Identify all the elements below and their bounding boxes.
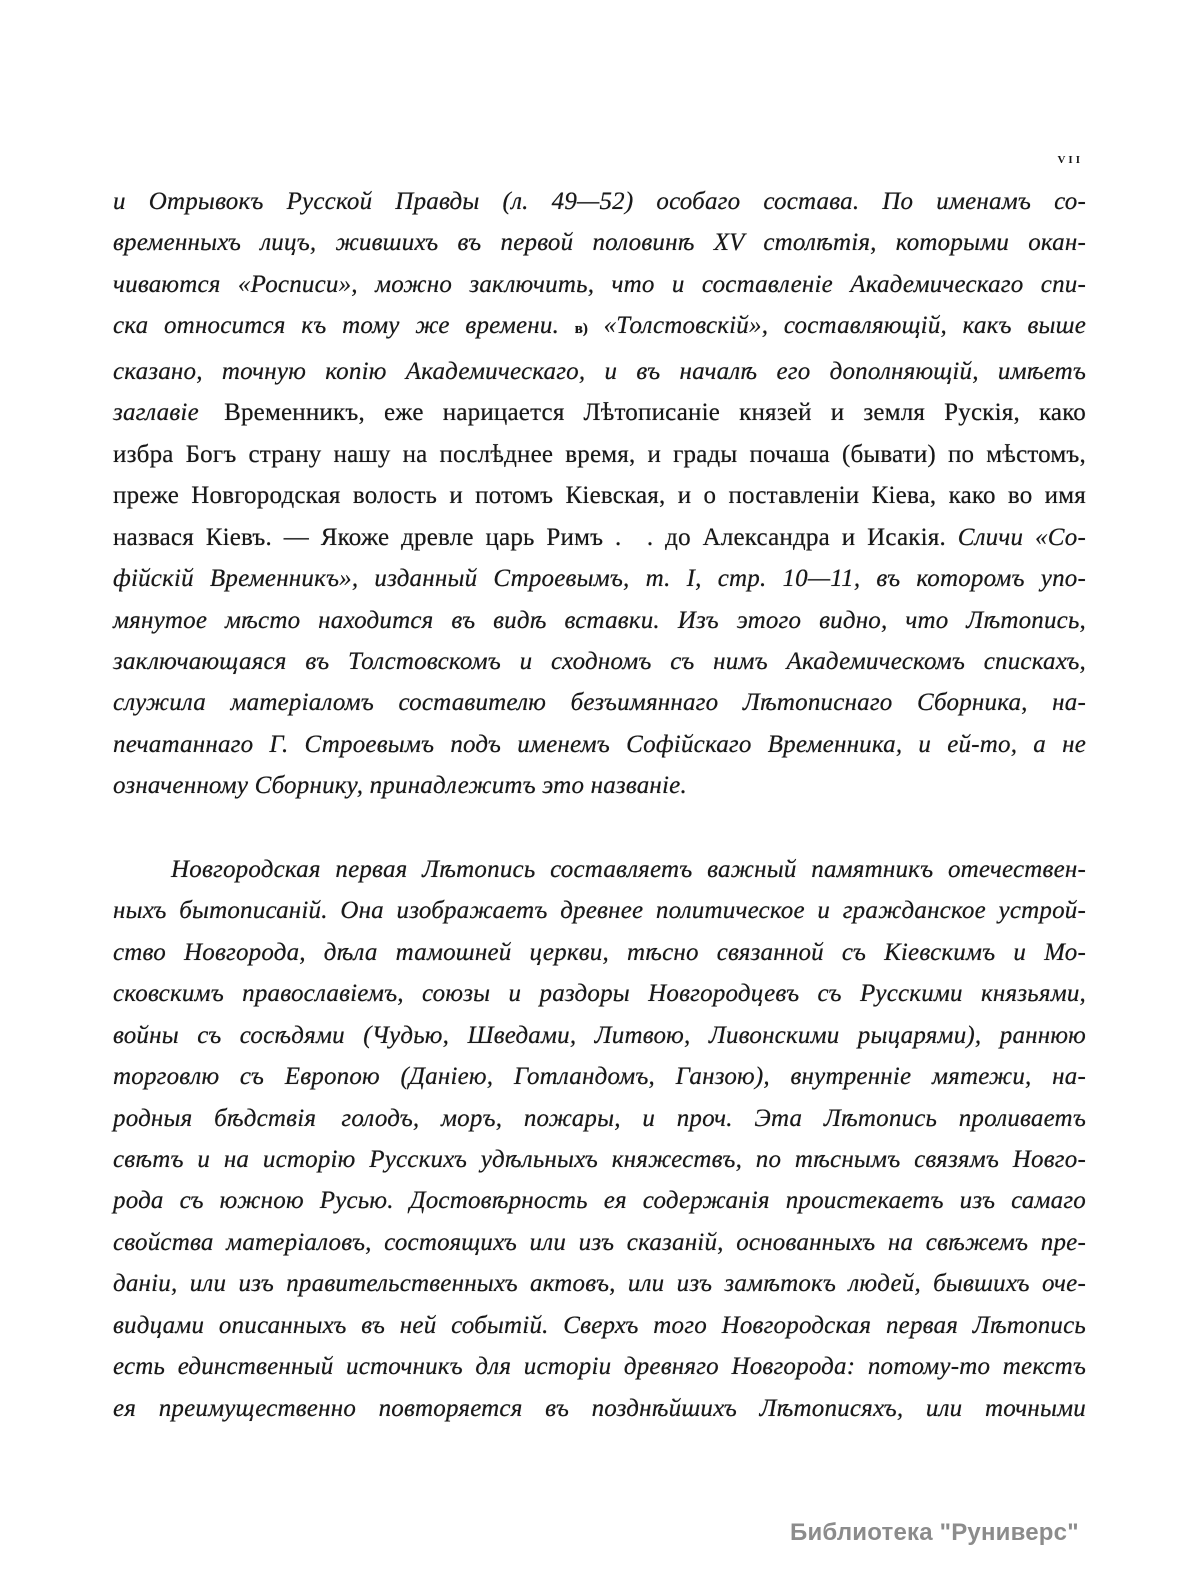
text-run: есть единственный источникъ для исторіи древняго Новгорода: потому-то текстъ — [113, 1353, 1086, 1381]
text-run: родныя бѣдствія голодъ, моръ, пожары, и проч. Эта Лѣтопись проливаетъ — [113, 1104, 1086, 1132]
text-line — [113, 475, 1086, 516]
page-number: vii — [1057, 150, 1083, 167]
text-line — [113, 600, 1086, 641]
text-run: даніи, или изъ правительственныхъ актовъ, или изъ замѣтокъ людей, бывшихъ оче- — [113, 1270, 1086, 1298]
text-run: и Отрывокъ Русской Правды (л. 49—52) особаго состава. По именамъ со- — [113, 188, 1086, 215]
text-line — [113, 1098, 1086, 1139]
text-line — [113, 1346, 1086, 1387]
text-block — [113, 181, 1086, 1429]
text-run: чиваются «Росписи», можно заключить, что и составленіе Академическаго спи- — [113, 270, 1086, 298]
text-line — [113, 264, 1086, 305]
text-run: служила матеріаломъ составителю безъимяннаго Лѣтописнаго Сборника, на- — [113, 689, 1086, 717]
text-run: ныхъ бытописаній. Она изображаетъ древнее политическое и гражданское устрой- — [113, 897, 1086, 925]
text-line — [113, 890, 1086, 931]
text-line — [113, 517, 1086, 558]
item-marker: в) — [574, 321, 588, 338]
text-line — [113, 222, 1086, 263]
text-line — [113, 682, 1086, 723]
text-line — [113, 641, 1086, 682]
text-line — [113, 973, 1086, 1014]
text-line — [113, 765, 1086, 806]
text-run: фійскій Временникъ», изданный Строевымъ, т. I, стр. 10—11, въ которомъ упо- — [113, 565, 1086, 593]
library-watermark: Библиотека "Руниверс" — [790, 1519, 1079, 1546]
text-run: «Толстовскій», составляющій, какъ выше — [587, 312, 1086, 340]
text-run: назвася Кіевъ. — Якоже древле царь Римъ . . до Александра и Исакія. — [113, 523, 958, 551]
text-line — [113, 305, 1086, 350]
text-run: сказано, точную копію Академическаго, и въ началѣ его дополняющій, имѣетъ — [113, 357, 1086, 385]
text-run: Сличи «Со- — [957, 523, 1086, 551]
text-run: свойства матеріаловъ, состоящихъ или изъ сказаній, основанныхъ на свѣжемъ пре- — [113, 1228, 1086, 1256]
text-line — [113, 1180, 1086, 1221]
text-run: ея преимущественно повторяется въ позднѣйшихъ Лѣтописяхъ, или точными — [113, 1394, 1086, 1422]
text-run: Новгородская первая Лѣтопись составляетъ важный памятникъ отечествен- — [171, 855, 1086, 883]
text-line — [113, 1263, 1086, 1304]
text-run: избра Богъ страну нашу на послѣднее время, и грады почаша (бывати) по мѣстомъ, — [113, 440, 1086, 468]
text-run: временныхъ лицъ, жившихъ въ первой половинѣ XV столѣтія, которыми окан- — [113, 229, 1086, 257]
text-run: означенному Сборнику, принадлежитъ это названіе. — [113, 772, 687, 800]
text-run: торговлю съ Европою (Даніею, Готландомъ, Ганзою), внутренніе мятежи, на- — [113, 1063, 1086, 1091]
text-run: заключающаяся въ Толстовскомъ и сходномъ съ нимъ Академическомъ спискахъ, — [113, 647, 1086, 675]
text-run: войны съ сосѣдями (Чудью, Шведами, Литвою, Ливонскими рыцарями), раннюю — [113, 1021, 1086, 1049]
text-line — [113, 849, 1086, 890]
text-run: видцами описанныхъ въ ней событій. Сверхъ того Новгородская первая Лѣтопись — [113, 1311, 1086, 1339]
text-run: мянутое мѣсто находится въ видѣ вставки. Изъ этого видно, что Лѣтопись, — [113, 606, 1086, 634]
text-line — [113, 1388, 1086, 1429]
text-run: ство Новгорода, дѣла тамошней церкви, тѣсно связанной съ Кіевскимъ и Мо- — [113, 938, 1086, 966]
text-run: Временникъ, еже нарицается Лѣтописаніе князей и земля Рускія, како — [198, 399, 1086, 427]
text-line — [113, 724, 1086, 765]
text-run: преже Новгородская волость и потомъ Кіевская, и о поставленіи Кіева, како во имя — [113, 482, 1086, 510]
text-run: рода съ южною Русью. Достовѣрность ея содержанія проистекаетъ изъ самаго — [113, 1187, 1086, 1215]
text-line — [113, 558, 1086, 599]
text-line — [113, 351, 1086, 392]
text-run: свѣтъ и на исторію Русскихъ удѣльныхъ княжествъ, по тѣснымъ связямъ Новго- — [113, 1145, 1086, 1173]
text-line — [113, 932, 1086, 973]
text-line — [113, 1056, 1086, 1097]
text-run: печатаннаго Г. Строевымъ подъ именемъ Софійскаго Временника, и ей-то, а не — [113, 730, 1086, 758]
text-run: заглавіе — [113, 399, 199, 427]
text-line — [113, 1222, 1086, 1263]
text-line — [113, 1015, 1086, 1056]
text-line — [113, 1305, 1086, 1346]
text-line — [113, 181, 1086, 222]
text-run: сковскимъ православіемъ, союзы и раздоры Новгородцевъ съ Русскими князьями, — [113, 980, 1086, 1008]
text-run: ска относится къ тому же времени. — [113, 312, 575, 340]
text-line — [113, 392, 1086, 433]
text-line — [113, 434, 1086, 475]
paragraph — [113, 181, 1086, 807]
text-line — [113, 1139, 1086, 1180]
paragraph — [113, 849, 1086, 1429]
